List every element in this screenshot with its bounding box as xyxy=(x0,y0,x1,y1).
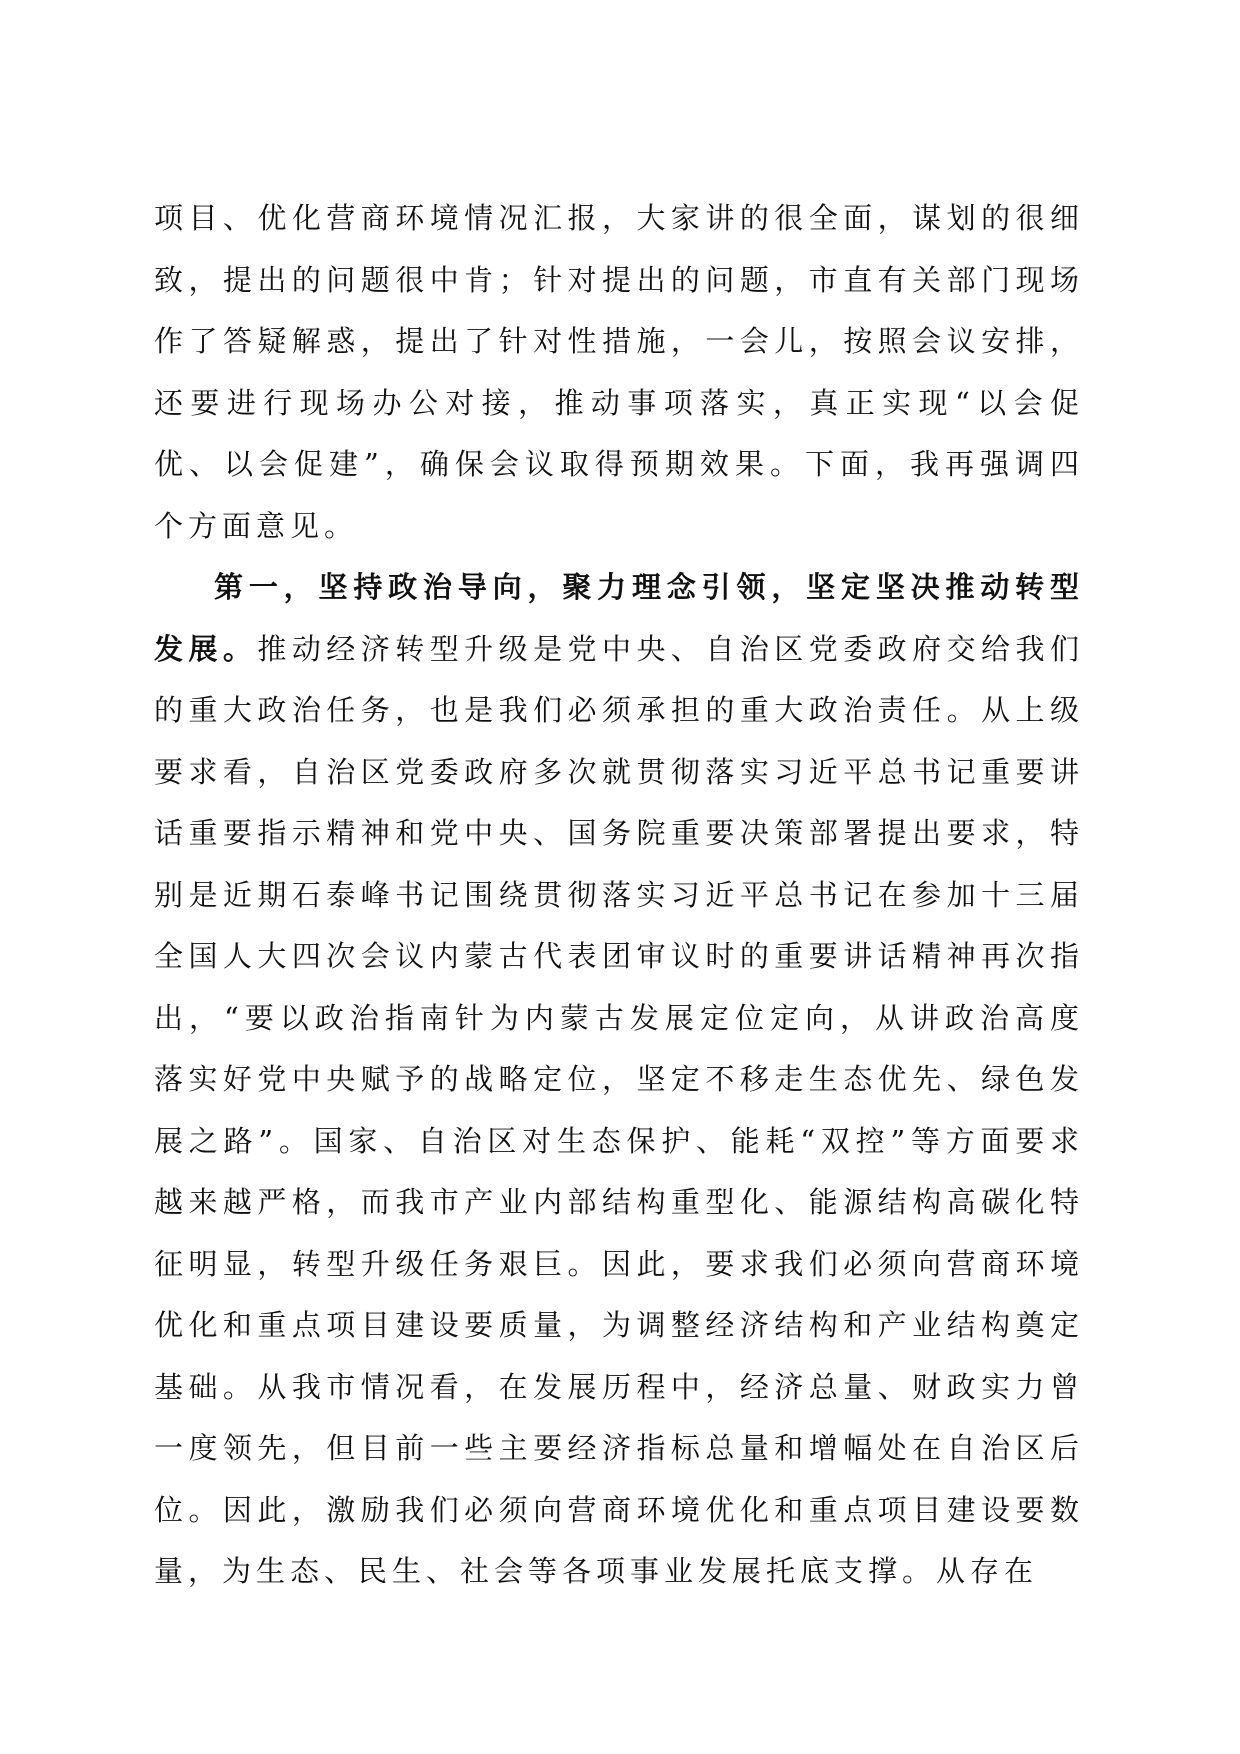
document-body xyxy=(154,188,1084,1603)
paragraph-section-one xyxy=(154,557,1084,1603)
section-one-body: 推动经济转型升级是党中央、自治区党委政府交给我们的重大政治任务，也是我们必须承担的重大政治责任。从上级要求看，自治区党委政府多次就贯彻落实习近平总书记重要讲话重要指示精神和党中央、国务院重要决策部署提出要求，特别是近期石泰峰书记围绕贯彻落实习近平总书记在参加十三届全国人大四次会议内蒙古代表团审议时的重要讲话精神再次指出，“要以政治指南针为内蒙古发展定位定向，从讲政治高度落实好党中央赋予的战略定位，坚定不移走生态优先、绿色发展之路”。国家、自治区对生态保护、能耗“双控”等方面要求越来越严格，而我市产业内部结构重型化、能源结构高碳化特征明显，转型升级任务艰巨。因此，要求我们必须向营商环境优化和重点项目建设要质量，为调整经济结构和产业结构奠定基础。从我市情况看，在发展历程中，经济总量、财政实力曾一度领先，但目前一些主要经济指标总量和增幅处在自治区后位。因此，激励我们必须向营商环境优化和重点项目建设要数量，为生态、民生、社会等各项事业发展托底支撑。从存在 xyxy=(154,631,1084,1588)
paragraph-continued: 项目、优化营商环境情况汇报，大家讲的很全面，谋划的很细致，提出的问题很中肯；针对提出的问题，市直有关部门现场作了答疑解惑，提出了针对性措施，一会儿，按照会议安排，还要进行现场办公对接，推动事项落实，真正实现“以会促优、以会促建”，确保会议取得预期效果。下面，我再强调四个方面意见。 xyxy=(154,201,1084,543)
section-one-heading: 第一，坚持政治导向，聚力理念引领，坚定坚决推动转型发展。 xyxy=(154,570,1084,666)
